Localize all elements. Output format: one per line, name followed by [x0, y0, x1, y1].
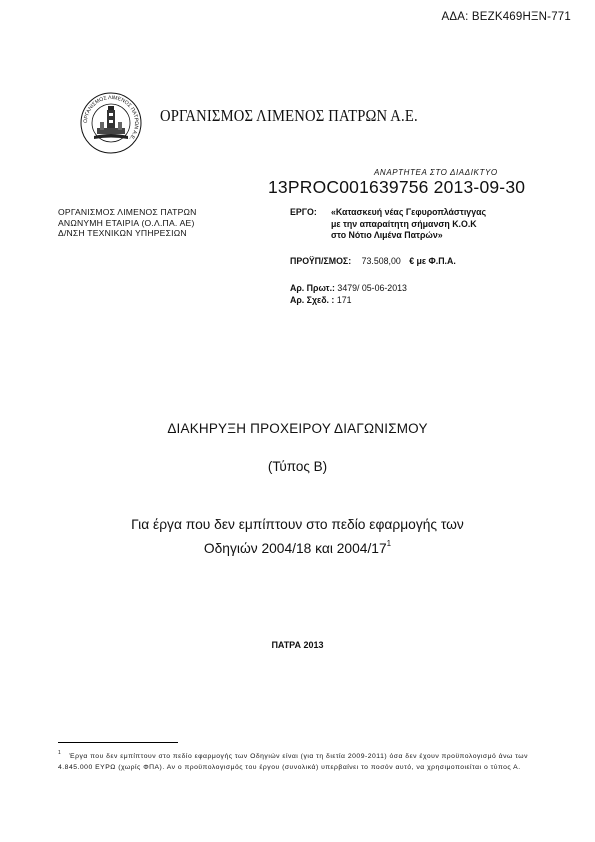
document-title: ΔΙΑΚΗΡΥΞΗ ΠΡΟΧΕΙΡΟΥ ΔΙΑΓΩΝΙΣΜΟΥ	[167, 421, 428, 436]
reference-numbers	[290, 282, 407, 306]
drawing-label: Αρ. Σχεδ. :	[290, 295, 335, 305]
issuer-block	[58, 207, 197, 239]
port-authority-seal-logo	[80, 92, 142, 154]
organization-logo-name: ΟΡΓΑΝΙΣΜΟΣ ΛΙΜΕΝΟΣ ΠΑΤΡΩΝ Α.Ε.	[160, 106, 418, 125]
issuer-line: Δ/ΝΣΗ ΤΕΧΝΙΚΩΝ ΥΠΗΡΕΣΙΩΝ	[58, 228, 187, 238]
budget-label: ΠΡΟΫΠ/ΣΜΟΣ:	[290, 256, 352, 266]
svg-text:ΟΡΓΑΝΙΣΜΟΣ ΛΙΜΕΝΟΣ ΠΑΤΡΩΝ Α.Ε.: ΟΡΓΑΝΙΣΜΟΣ ΛΙΜΕΝΟΣ ΠΑΤΡΩΝ Α.Ε.	[82, 94, 140, 142]
project-line: «Κατασκευή νέας Γεφυροπλάστιγγας	[331, 207, 487, 217]
project-line: με την απαραίτητη σήμανση Κ.Ο.Κ	[331, 218, 477, 229]
project-description	[331, 207, 486, 242]
protocol-value: 3479/ 05-06-2013	[337, 283, 407, 293]
issuer-line: ΑΝΩΝΥΜΗ ΕΤΑΙΡΙΑ (Ο.Λ.ΠΑ. ΑΕ)	[58, 217, 195, 228]
budget-line	[290, 256, 462, 266]
issuer-line: ΟΡΓΑΝΙΣΜΟΣ ΛΙΜΕΝΟΣ ΠΑΤΡΩΝ	[58, 207, 197, 217]
footnote-reference: 1	[386, 539, 392, 548]
protocol-label: Αρ. Πρωτ.:	[290, 283, 335, 293]
posting-note: ΑΝΑΡΤΗΤΕΑ ΣΤΟ ΔΙΑΔΙΚΤΥΟ	[374, 168, 498, 177]
city-year: ΠΑΤΡΑ 2013	[271, 640, 324, 650]
ada-code: ΑΔΑ: ΒΕΖΚ469ΗΞΝ-771	[441, 11, 571, 23]
drawing-value: 171	[336, 295, 352, 305]
project-line: στο Νότιο Λιμένα Πατρών»	[331, 230, 443, 240]
document-type: (Τύπος Β)	[267, 459, 328, 474]
footnote	[58, 748, 546, 773]
footnote-divider	[58, 742, 178, 743]
project-label: ΕΡΓΟ:	[290, 207, 317, 217]
footnote-mark: 1	[58, 750, 62, 756]
scope-line: Οδηγιών 2004/18 και 2004/17	[203, 541, 387, 556]
document-scope	[0, 515, 595, 558]
procurement-code: 13PROC001639756 2013-09-30	[268, 177, 526, 197]
budget-value: 73.508,00	[361, 256, 401, 266]
footnote-text: Έργα που δεν εμπίπτουν στο πεδίο εφαρμογής των Οδηγιών είναι (για τη διετία 2009-2011) όσα δεν έχουν προϋπολογισμό άνω των 4.845.000 ΕΥΡΩ (χωρίς ΦΠΑ). Αν ο προϋπολογισμός του έργου (συνολικά) υπερβαίνει το ποσόν αυτό, να χρησιμοποιείται ο τύπος Α.	[58, 753, 528, 771]
budget-suffix: € με Φ.Π.Α.	[409, 256, 456, 266]
scope-line: Για έργα που δεν εμπίπτουν στο πεδίο εφαρμογής των	[131, 517, 464, 532]
